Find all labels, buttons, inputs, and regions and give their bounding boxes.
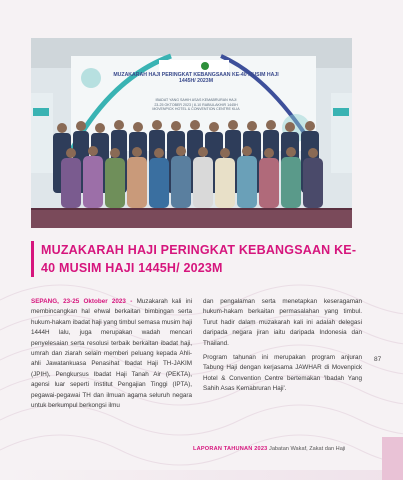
article-column-1 — [31, 297, 192, 415]
backdrop-theme: IBADAT YANG SAHIH ASAS KEMABRURAN HAJI — [155, 98, 237, 102]
article-headline: MUZAKARAH HAJI PERINGKAT KEBANGSAAN KE-40 MUSIM HAJI 1445H/ 2023M — [41, 243, 357, 275]
backdrop-title: MUZAKARAH HAJI PERINGKAT KEBANGSAAN KE-40 MUSIM HAJI 1445H/ 2023M — [113, 72, 279, 85]
paragraph-2: dan pengalaman serta menetapkan keseragaman hukum-hakam berkaitan permasalahan yang timbul. Turut hadir dalam muzakarah kali ini adalah delegasi daripada negara jiran iaitu daripada Indonesia dan Thailand. — [203, 298, 362, 347]
page-footer — [193, 446, 345, 452]
group-photo — [31, 38, 352, 228]
article-column-2 — [203, 297, 362, 399]
paragraph-3: Program tahunan ini merupakan program anjuran Tabung Haji dengan kerjasama JAWHAR di Movenpick Hotel & Convention Centre bertemakan 'Ibadah Yang Sahih Asas Kemabruran Haji'. — [203, 354, 362, 393]
footer-corner-accent — [382, 437, 403, 480]
dateline: SEPANG, 23-25 Oktober 2023 - — [31, 298, 133, 305]
paragraph-1-text: Muzakarah kali ini membincangkan hal ehwal berkaitan bimbingan serta hukum-hakam ibadat haji yang timbul semasa musim haji 1444H lalu, juga merupakan wadah mencari penyelesaian serta resolusi terbaik berkaitan ibadat haji, umrah dan ziarah selain memberi peluang kepada Ahli-ahli Jawatankuasa Penasihat Ibadat Haji TH-JAKIM (JPIH), Pengkursus Ibadat Haji Tanah Air (PEKTA), agensi luar seperti Institut Pengajian Tinggi (IPTA), pegawai-pegawai TH dan ilmuan agama seluruh negara untuk berkumpul berkongsi ilmu — [31, 298, 192, 410]
footer-report-title: LAPORAN TAHUNAN 2023 — [193, 446, 268, 452]
backdrop-subtitle — [121, 98, 271, 112]
footer-department: Jabatan Wakaf, Zakat dan Haji — [269, 446, 346, 452]
paragraph-1 — [31, 297, 192, 411]
backdrop-venue: MOVENPICK HOTEL & CONVENTION CENTRE KLIA — [152, 107, 240, 112]
page-number: 87 — [374, 356, 382, 363]
footer-band — [0, 470, 403, 480]
headline-accent-bar — [31, 241, 34, 277]
backdrop-date: 23-25 OKTOBER 2023 | 8-10 RABIULAKHIR 1445H — [154, 102, 238, 107]
